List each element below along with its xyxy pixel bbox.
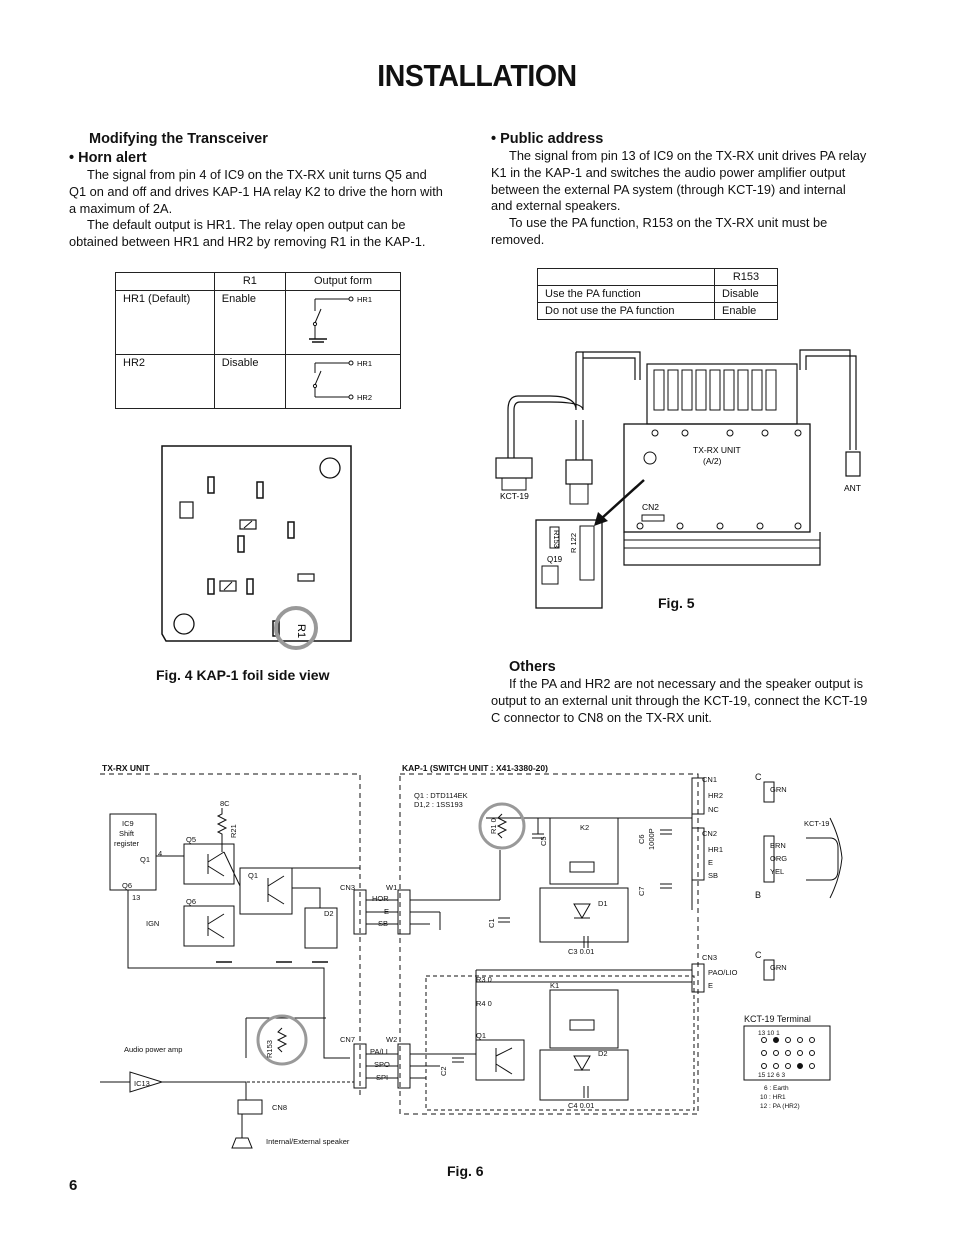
pali-label: PA/LI (370, 1047, 388, 1056)
txrx-unit-figure (490, 340, 880, 625)
terminal-legend-1: 6 : Earth (764, 1085, 789, 1092)
r4-label: R4 0 (476, 999, 492, 1008)
r1-label: R1 0 (489, 818, 498, 834)
terminal-bottom-numbers: 15 12 6 3 (758, 1072, 786, 1079)
c7-label: C7 (637, 886, 646, 896)
q1-label: Q1 (248, 871, 259, 880)
txrx-label: TX-RX UNIT (693, 445, 741, 455)
terminal-title: KCT-19 Terminal (744, 1014, 811, 1024)
nc-label: NC (708, 805, 719, 814)
q5-label: Q5 (186, 835, 197, 844)
terminal-legend-3: 12 : PA (HR2) (760, 1103, 800, 1110)
kap1-board-figure (158, 444, 358, 654)
ic9-q1-label: Q1 (140, 855, 151, 864)
ign-label: IGN (146, 919, 160, 928)
d1-label: D1 (598, 899, 608, 908)
output-form-cell (286, 291, 401, 355)
page-number: 6 (69, 1177, 78, 1194)
txrx-unit-title: TX-RX UNIT (102, 763, 150, 773)
c6-label: C6 (637, 834, 646, 844)
d2b-label: D2 (598, 1049, 608, 1058)
r1-label: R1 (295, 624, 307, 639)
pa-paragraph-1: The signal from pin 13 of IC9 on the TX-RX unit drives PA relay K1 in the KAP-1 and switches the audio power amplifier output between the external PA system (through KCT-19) and internal and external speakers. (491, 148, 867, 214)
right-column (491, 131, 869, 249)
speaker-label: Internal/External speaker (266, 1137, 350, 1146)
table-row (538, 269, 778, 286)
public-address-heading: • Public address (491, 131, 604, 147)
pa-table (537, 268, 778, 320)
fig4-caption: Fig. 4 KAP-1 foil side view (156, 667, 330, 683)
table-header: R153 (715, 269, 778, 286)
q6-label: Q6 (186, 897, 197, 906)
c-connector-label-a: C (755, 772, 762, 782)
ic13-label: IC13 (134, 1079, 150, 1088)
grn2-label: GRN (770, 963, 787, 972)
table-header: Output form (286, 273, 401, 291)
ksb-label: SB (708, 871, 719, 880)
k1-label: K1 (550, 981, 560, 990)
others-heading: Others (509, 659, 556, 675)
left-column (69, 131, 447, 251)
table-cell: Use the PA function (538, 286, 715, 303)
relay-symbol-hr2 (293, 357, 393, 403)
page-title: INSTALLATION (377, 58, 577, 93)
q-note-1: Q1 : DTD114EK (414, 791, 468, 800)
others-section (491, 659, 869, 726)
hor-label: HOR (372, 894, 389, 903)
pin-13-label: 13 (132, 893, 141, 902)
cn2k-label: CN2 (702, 829, 718, 838)
cn8-label: CN8 (272, 1103, 288, 1112)
spo-label: SPO (374, 1060, 390, 1069)
c5-label: C5 (539, 836, 548, 846)
horn-alert-heading: • Horn alert (69, 150, 147, 166)
k2-label: K2 (580, 823, 590, 832)
yel-label: YEL (770, 867, 785, 876)
relay-symbol-hr1 (293, 293, 393, 349)
ic9-label: IC9 (122, 819, 134, 828)
kap1-title: KAP-1 (SWITCH UNIT : X41-3380-20) (402, 763, 548, 773)
horn-paragraph-1: The signal from pin 4 of IC9 on the TX-RX unit turns Q5 and Q1 on and off and drives KAP-1 HA relay K2 to drive the horn with a maximum of 2A. (69, 167, 443, 216)
b-connector-label: B (755, 890, 762, 900)
cn3k-label: CN3 (702, 953, 718, 962)
table-cell: Do not use the PA function (538, 303, 715, 320)
fig6-caption: Fig. 6 (447, 1163, 484, 1179)
table-row (116, 291, 401, 355)
hr2-label: HR2 (708, 791, 724, 800)
table-row (538, 303, 778, 320)
w2-label: W2 (386, 1035, 398, 1044)
sb-label: SB (378, 919, 389, 928)
w1-label: W1 (386, 883, 398, 892)
table-cell: Enable (715, 303, 778, 320)
table-row (538, 286, 778, 303)
org-label: ORG (770, 854, 788, 863)
c4-label: C4 0.01 (568, 1101, 595, 1110)
r153-label: R153 (552, 530, 561, 548)
txrx-sub-label: (A/2) (703, 456, 722, 466)
section-heading: Modifying the Transceiver (89, 131, 268, 147)
pin-4-label: 4 (158, 849, 163, 858)
table-header: R1 (214, 273, 285, 291)
horn-paragraph-2: The default output is HR1. The relay open output can be obtained between HR1 and HR2 by removing R1 in the KAP-1. (69, 217, 426, 250)
ic9-sub-2: register (114, 839, 140, 848)
table-header (538, 269, 715, 286)
pin-label: HR1 (357, 295, 373, 304)
hr1-label: HR1 (708, 845, 724, 854)
r153-label: R153 (265, 1040, 274, 1058)
kct19-cable-label: KCT-19 (804, 819, 830, 828)
e-label: E (384, 907, 390, 916)
c1-label: C1 (487, 918, 496, 928)
table-row (116, 355, 401, 409)
audio-amp-label: Audio power amp (124, 1045, 183, 1054)
terminal-top-numbers: 13 10 1 (758, 1030, 780, 1037)
table-cell: HR2 (116, 355, 215, 409)
r21-label: R21 (229, 824, 238, 838)
cap-value-label: 1000P (647, 828, 656, 850)
spi-label: SPI (376, 1073, 389, 1082)
cn1k-label: CN1 (702, 775, 718, 784)
others-paragraph: If the PA and HR2 are not necessary and the speaker output is output to an external unit through the KCT-19, connect the KCT-19 C connector to CN8 on the TX-RX unit. (491, 676, 868, 725)
ke-label: E (708, 858, 714, 867)
c3-label: C3 0.01 (568, 947, 595, 956)
pin-label: HR2 (357, 393, 373, 402)
cn2-label: CN2 (642, 502, 660, 512)
r122-label: R 122 (569, 532, 578, 553)
table-cell: Disable (715, 286, 778, 303)
c2-label: C2 (439, 1066, 448, 1076)
ic9-q6-label: Q6 (122, 881, 133, 890)
terminal-legend-2: 10 : HR1 (760, 1094, 786, 1101)
r3-label: R3 0 (476, 975, 492, 984)
horn-output-table (115, 272, 401, 409)
c-connector-label-b: C (755, 950, 762, 960)
ke2-label: E (708, 981, 714, 990)
fig5-caption: Fig. 5 (658, 595, 695, 611)
pin-label: HR1 (357, 359, 373, 368)
ant-label: ANT (844, 483, 861, 493)
q1c-label: Q1 (476, 1031, 487, 1040)
table-cell: Disable (214, 355, 285, 409)
cn3-label: CN3 (340, 883, 356, 892)
table-header (116, 273, 215, 291)
table-cell: HR1 (Default) (116, 291, 215, 355)
d2-label: D2 (324, 909, 334, 918)
output-form-cell (286, 355, 401, 409)
paolio-label: PAO/LIO (708, 968, 738, 977)
cn7-label: CN7 (340, 1035, 356, 1044)
pa-paragraph-2: To use the PA function, R153 on the TX-RX unit must be removed. (491, 215, 828, 247)
grn-label: GRN (770, 785, 787, 794)
table-cell: Enable (214, 291, 285, 355)
kct19-label: KCT-19 (500, 491, 529, 501)
ic9-sub-1: Shift (119, 829, 135, 838)
q-note-2: D1,2 : 1SS193 (414, 800, 463, 809)
8c-label: 8C (220, 799, 230, 808)
wiring-schematic (100, 758, 860, 1163)
q19-label: Q19 (547, 555, 563, 564)
brn-label: BRN (770, 841, 786, 850)
